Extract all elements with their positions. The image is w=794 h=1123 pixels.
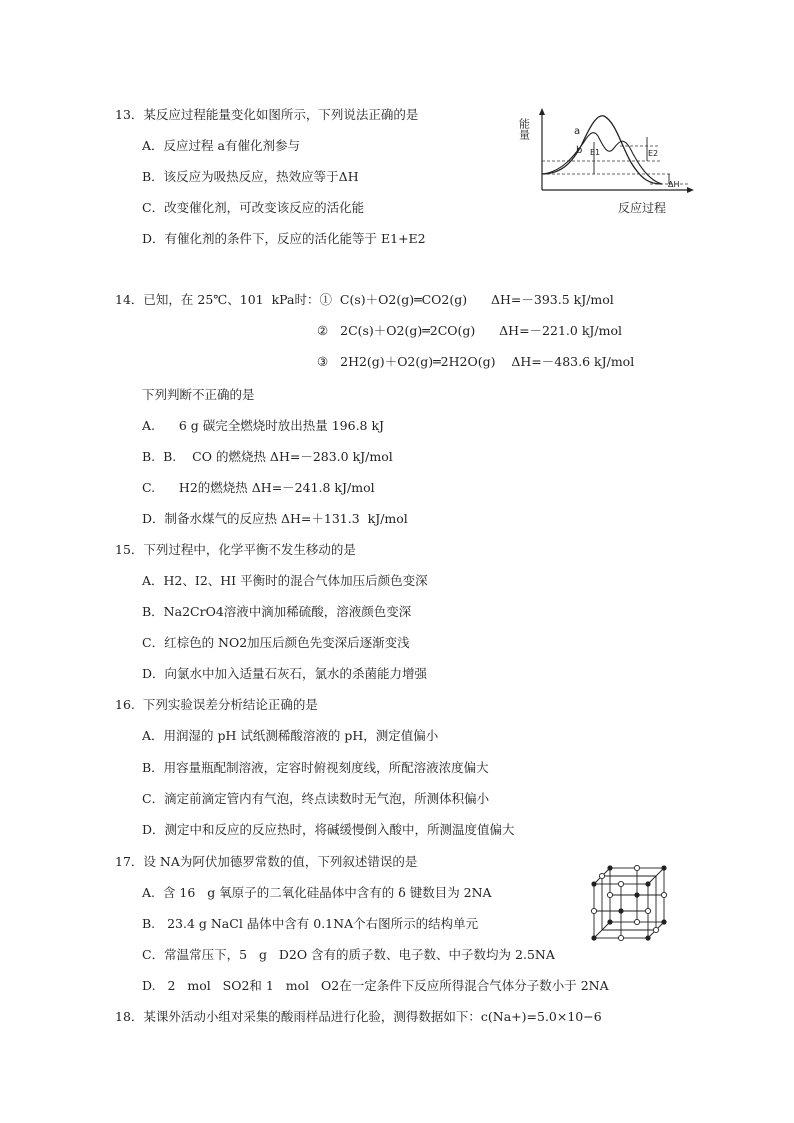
- e1-label: E1: [590, 148, 601, 157]
- energy-diagram: [517, 104, 700, 220]
- q14-prompt: 下列判断不正确的是: [142, 387, 255, 402]
- curve-b: [542, 133, 662, 184]
- q13-option-a: A．反应过程 a有催化剂参与: [142, 138, 300, 153]
- q14-equation-2: ② 2C(s)＋O2(g)═2CO(g) ΔH=－221.0 kJ/mol: [317, 323, 622, 338]
- q15-option-d: D．向氯水中加入适量石灰石，氯水的杀菌能力增强: [142, 666, 428, 681]
- q14-option-d: D．制备水煤气的反应热 ΔH=＋131.3 kJ/mol: [142, 511, 408, 526]
- q14-option-b: B. B. CO 的燃烧热 ΔH=－283.0 kJ/mol: [142, 449, 393, 464]
- q15-option-c: C．红棕色的 NO2加压后颜色先变深后逐渐变浅: [142, 635, 410, 650]
- q16-option-a: A．用润湿的 pH 试纸测稀酸溶液的 pH，测定值偏小: [142, 728, 439, 743]
- q18-stem: 18．某课外活动小组对采集的酸雨样品进行化验，测得数据如下：c(Na+)=5.0×10−6: [115, 1009, 602, 1024]
- q14-equation-3: ③ 2H2(g)＋O2(g)═2H2O(g) ΔH=－483.6 kJ/mol: [317, 354, 635, 369]
- q14-stem: 14．已知，在 25℃、101 kPa时：① C(s)＋O2(g)═CO2(g) ΔH=－393.5 kJ/mol: [115, 292, 614, 307]
- y-axis-label: 能量: [517, 118, 531, 140]
- q15-option-a: A．H2、I2、HI 平衡时的混合气体加压后颜色变深: [142, 573, 428, 588]
- q17-option-c: C．常温常压下，5 g D2O 含有的质子数、电子数、中子数均为 2.5NA: [142, 947, 555, 962]
- q17-option-a: A. 含 16 g 氧原子的二氧化硅晶体中含有的 δ 键数目为 2NA: [142, 885, 492, 900]
- q17-option-b: B. 23.4 g NaCl 晶体中含有 0.1NA个右图所示的结构单元: [142, 916, 479, 931]
- q16-option-d: D．测定中和反应的反应热时，将碱缓慢倒入酸中，所测温度值偏大: [142, 822, 515, 837]
- q13-stem: 13．某反应过程能量变化如图所示，下列说法正确的是: [115, 107, 419, 122]
- q16-option-c: C．滴定前滴定管内有气泡，终点读数时无气泡，所测体积偏小: [142, 791, 490, 806]
- q16-option-b: B．用容量瓶配制溶液，定容时俯视刻度线，所配溶液浓度偏大: [142, 760, 489, 775]
- curve-b-label: b: [576, 145, 583, 156]
- e2-label: E2: [648, 149, 659, 158]
- q15-option-b: B．Na2CrO4溶液中滴加稀硫酸，溶液颜色变深: [142, 604, 412, 619]
- delta-h-label: ΔH: [668, 180, 680, 189]
- q14-option-c: C. H2的燃烧热 ΔH=－241.8 kJ/mol: [142, 480, 375, 495]
- q15-stem: 15．下列过程中，化学平衡不发生移动的是: [115, 542, 356, 557]
- q13-option-c: C．改变催化剂，可改变该反应的活化能: [142, 200, 365, 215]
- q16-stem: 16. 下列实验误差分析结论正确的是: [115, 697, 318, 712]
- q13-option-b: B．该反应为吸热反应，热效应等于ΔH: [142, 169, 359, 184]
- q13-option-d: D．有催化剂的条件下，反应的活化能等于 E1+E2: [142, 231, 426, 246]
- q17-stem: 17．设 NA为阿伏加德罗常数的值，下列叙述错误的是: [115, 854, 418, 869]
- nacl-crystal-figure: [586, 862, 672, 944]
- x-axis-label: 反应过程: [618, 201, 667, 215]
- q17-option-d: D. 2 mol SO2和 1 mol O2在一定条件下反应所得混合气体分子数小于 2NA: [142, 978, 609, 993]
- curve-a-label: a: [574, 126, 581, 137]
- q14-option-a: A. 6 g 碳完全燃烧时放出热量 196.8 kJ: [142, 418, 385, 433]
